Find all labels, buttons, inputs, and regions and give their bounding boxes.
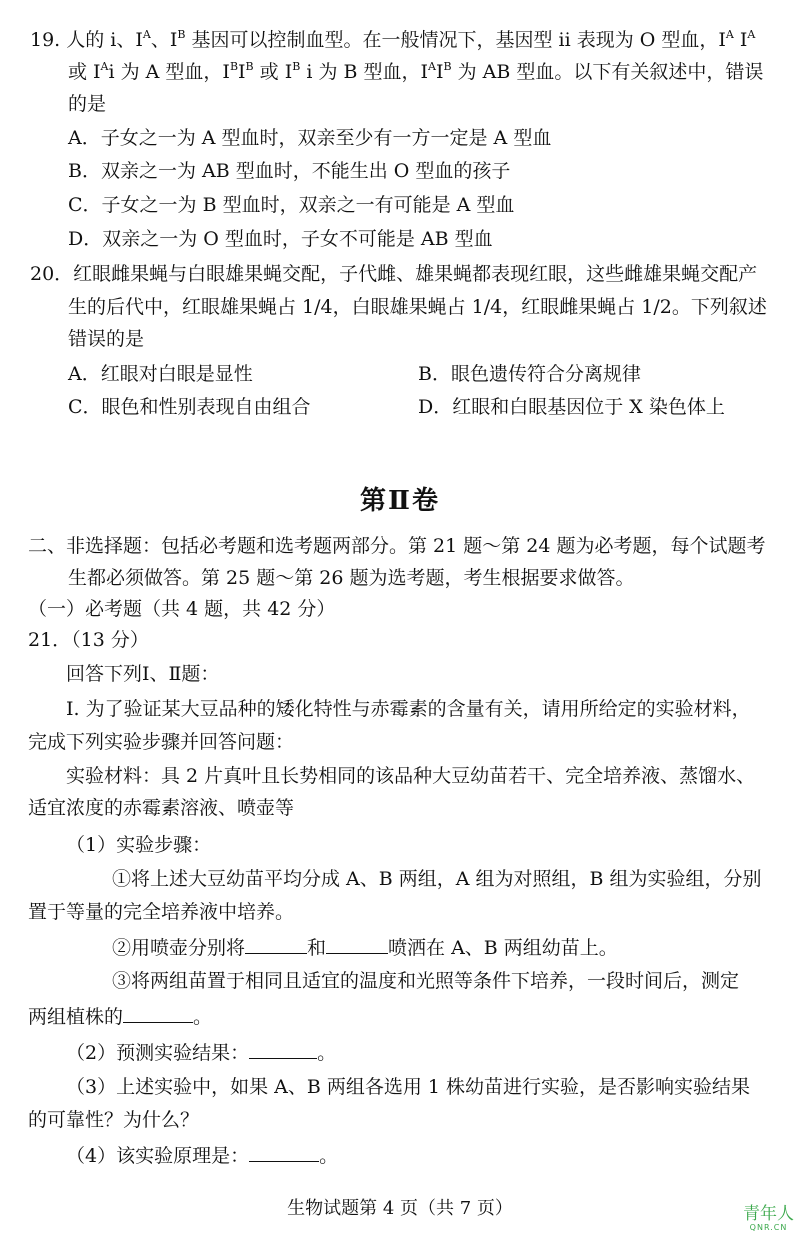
q20-option-b: B．眼色遗传符合分离规律: [418, 363, 641, 385]
q19-option-d: D．双亲之一为 O 型血时，子女不可能是 AB 型血: [68, 228, 493, 250]
q20-option-d: D．红眼和白眼基因位于 X 染色体上: [418, 396, 725, 418]
q21-step1a-line1: ①将上述大豆幼苗平均分成 A、B 两组，A 组为对照组，B 组为实验组，分别: [112, 868, 762, 890]
section2-line1: 二、非选择题：包括必考题和选考题两部分。第 21 题～第 24 题为必考题，每个试题考: [28, 535, 766, 557]
answer-blank-3[interactable]: [123, 1004, 193, 1023]
answer-blank-4[interactable]: [249, 1040, 317, 1059]
q20-option-a: A．红眼对白眼是显性: [68, 363, 253, 385]
answer-blank-5[interactable]: [249, 1143, 319, 1162]
q19-option-a: A．子女之一为 A 型血时，双亲至少有一方一定是 A 型血: [68, 127, 552, 149]
q20-line2: 生的后代中，红眼雄果蝇占 1/4，白眼雄果蝇占 1/4，红眼雌果蝇占 1/2。下列叙述: [68, 296, 767, 318]
answer-blank-2[interactable]: [326, 935, 388, 954]
q21-step1a-line2: 置于等量的完全培养液中培养。: [28, 901, 295, 923]
section2-line2: 生都必须做答。第 25 题～第 26 题为选考题，考生根据要求做答。: [68, 567, 635, 589]
q19-option-b: B．双亲之一为 AB 型血时，不能生出 O 型血的孩子: [68, 160, 511, 182]
page-footer: 生物试题第 4 页（共 7 页）: [287, 1198, 513, 1219]
part-title: 第Ⅱ卷: [360, 486, 440, 516]
q21-part1-line2: 完成下列实验步骤并回答问题：: [28, 731, 295, 753]
q19-line3: 的是: [68, 93, 107, 115]
q20-line1: 20．红眼雌果蝇与白眼雄果蝇交配，子代雌、雄果蝇都表现红眼，这些雌雄果蝇交配产: [30, 263, 758, 285]
q21-materials-line2: 适宜浓度的赤霉素溶液、喷壶等: [28, 797, 295, 819]
q21-step1-heading: （1）实验步骤：: [66, 834, 212, 856]
watermark-url: QNR.CN: [749, 1223, 788, 1232]
q21-step1b: ②用喷壶分别将 和 喷洒在 A、B 两组幼苗上。: [112, 937, 618, 959]
q21-step2: （2）预测实验结果： 。: [66, 1042, 337, 1064]
q20-option-c: C．眼色和性别表现自由组合: [68, 396, 311, 418]
q21-step1c-line2: 两组植株的 。: [28, 1006, 213, 1028]
q19-option-c: C．子女之一为 B 型血时，双亲之一有可能是 A 型血: [68, 194, 515, 216]
q21-part1-line1: Ⅰ. 为了验证某大豆品种的矮化特性与赤霉素的含量有关，请用所给定的实验材料，: [66, 698, 751, 720]
q21-step4: （4）该实验原理是： 。: [66, 1145, 339, 1167]
watermark-text: 青年人: [743, 1204, 794, 1224]
q19-line2: 或 $I^Ai$ 为 A 型血，$I^BI^B$ 或 $I^B$ i 为 B 型血，$I^AI^B$ 为 AB 型血。以下有关叙述中，错误: [68, 60, 764, 83]
q19-line1: 19. 人的 i、$I^A$、$I^B$ 基因可以控制血型。在一般情况下，基因型 ii 表现为 O 型血，$I^A$ $I^A$: [30, 28, 756, 51]
answer-blank-1[interactable]: [245, 935, 307, 954]
q20-line3: 错误的是: [68, 328, 145, 350]
section2-subhead: （一）必考题（共 4 题，共 42 分）: [28, 598, 336, 620]
q21-heading: 21．（13 分）: [28, 629, 149, 651]
q21-step3-line2: 的可靠性？为什么？: [28, 1109, 200, 1131]
q21-intro: 回答下列Ⅰ、Ⅱ题：: [66, 663, 220, 685]
q21-materials-line1: 实验材料：具 2 片真叶且长势相同的该品种大豆幼苗若干、完全培养液、蒸馏水、: [66, 765, 756, 787]
watermark-logo: [743, 1205, 794, 1233]
q21-step1c-line1: ③将两组苗置于相同且适宜的温度和光照等条件下培养，一段时间后，测定: [112, 970, 740, 992]
q21-step3-line1: （3）上述实验中，如果 A、B 两组各选用 1 株幼苗进行实验，是否影响实验结果: [66, 1076, 751, 1098]
